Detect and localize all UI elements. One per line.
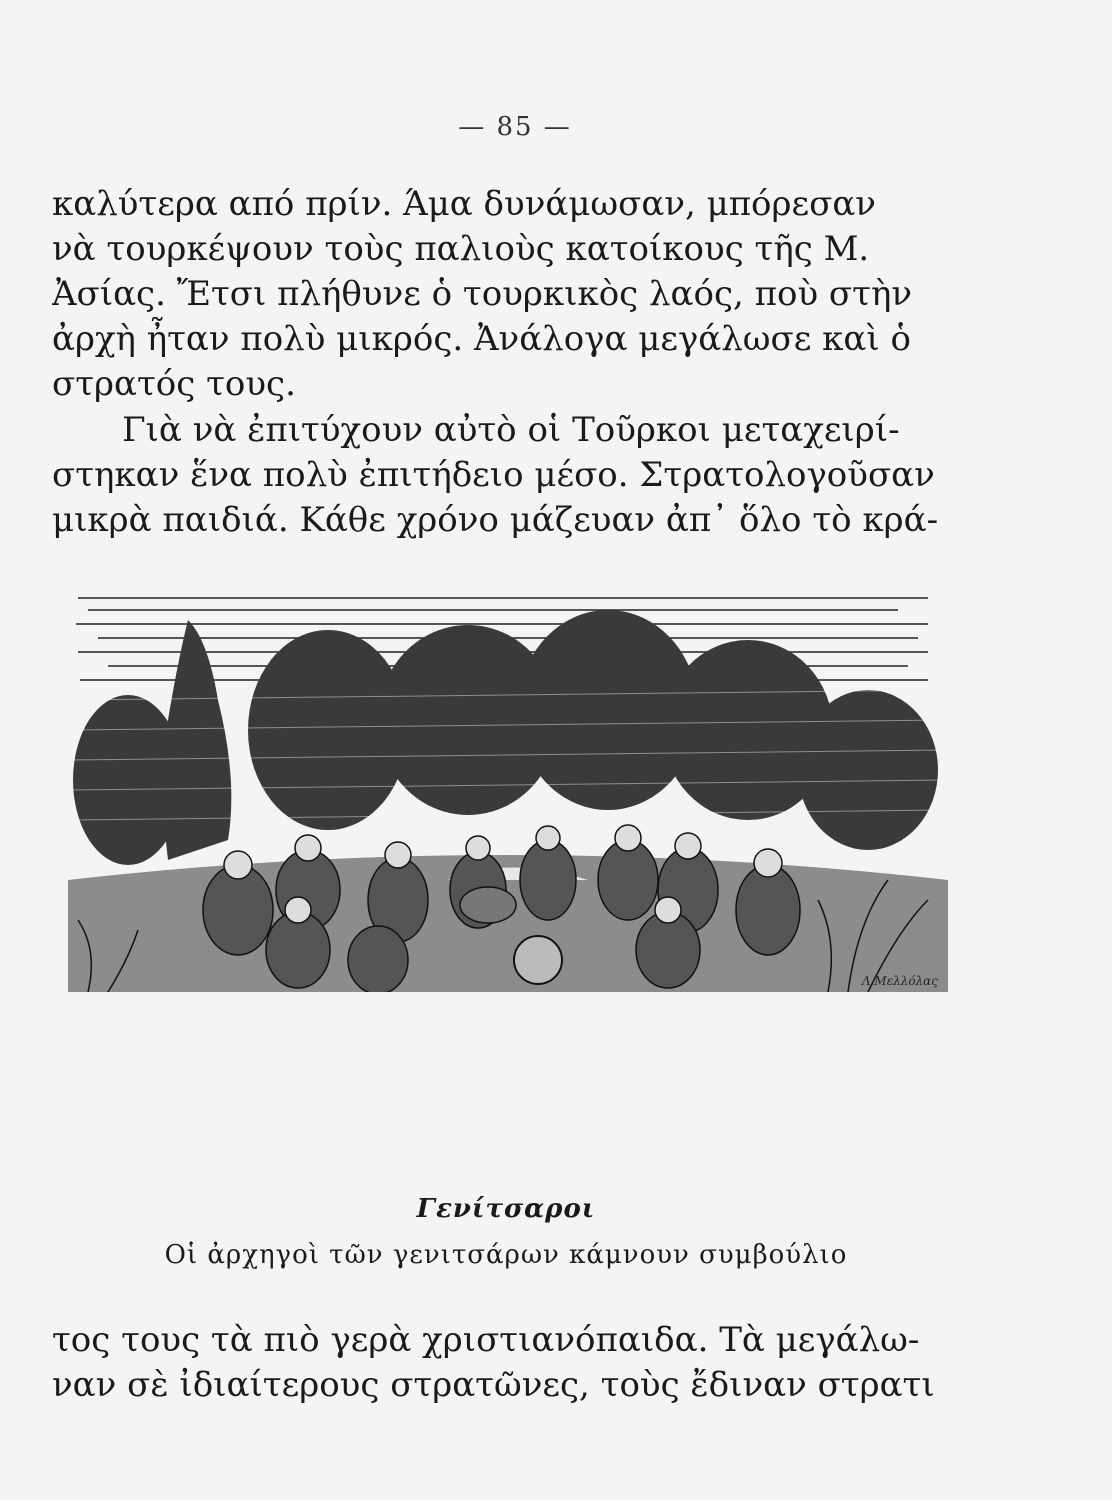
text-line: Ἀσίας. Ἔτσι πλήθυνε ὁ τουρκικὸς λαός, ποὺ στὴν: [52, 274, 912, 314]
text-line: μικρὰ παιδιά. Κάθε χρόνο μάζευαν ἀπ᾽ ὅλο τὸ κρά-: [52, 500, 939, 540]
paragraph-2: [52, 408, 962, 543]
text-line: καλύτερα από πρίν. Άμα δυνάμωσαν, μπόρεσαν: [52, 184, 876, 224]
text-line: στηκαν ἕνα πολὺ ἐπιτήδειο μέσο. Στρατολογοῦσαν: [52, 455, 935, 495]
text-line: Γιὰ νὰ ἐπιτύχουν αὐτὸ οἱ Τοῦρκοι μεταχειρί-: [122, 410, 900, 450]
figure-title: Γενίτσαροι: [416, 1194, 596, 1224]
text-line: ναν σὲ ἰδιαίτερους στρατῶνες, τοὺς ἔδιναν στρατι: [52, 1365, 935, 1405]
text-line: τος τους τὰ πιὸ γερὰ χριστιανόπαιδα. Τὰ μεγάλω-: [52, 1320, 920, 1360]
figure-caption: Οἱ ἀρχηγοὶ τῶν γενιτσάρων κάμνουν συμβούλιο: [164, 1240, 848, 1270]
paragraph-1: [52, 182, 962, 407]
text-line: στρατός τους.: [52, 364, 296, 404]
text-line: νὰ τουρκέψουν τοὺς παλιοὺς κατοίκους τῆς Μ.: [52, 229, 870, 269]
paragraph-3: [52, 1318, 962, 1408]
artist-signature: Λ.Μελλόλας: [861, 974, 938, 988]
janissaries-engraving: [68, 580, 948, 992]
text-line: ἀρχὴ ἦταν πολὺ μικρός. Ἀνάλογα μεγάλωσε καὶ ὁ: [52, 319, 911, 359]
page-number: — 85 —: [458, 112, 572, 142]
